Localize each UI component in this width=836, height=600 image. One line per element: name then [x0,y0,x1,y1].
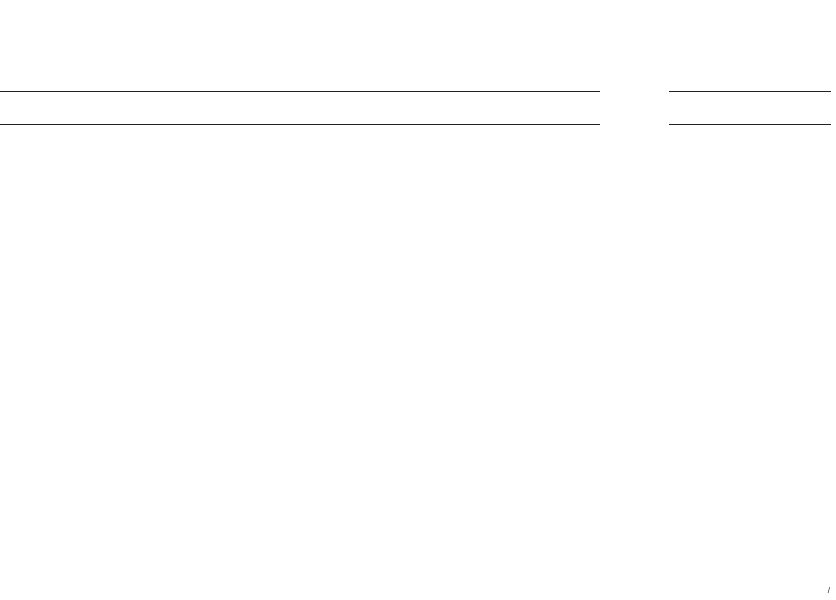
scheda-number-line [669,91,831,92]
conto-line [0,124,600,125]
scheda-line [0,91,600,92]
conto-number-line [669,124,831,125]
alphabet-index-tabs [0,0,836,36]
barcode-image [10,568,82,596]
brand-logo: / [827,586,830,595]
codice-fiscale-boxes [0,148,204,170]
partita-iva-boxes [694,148,832,170]
